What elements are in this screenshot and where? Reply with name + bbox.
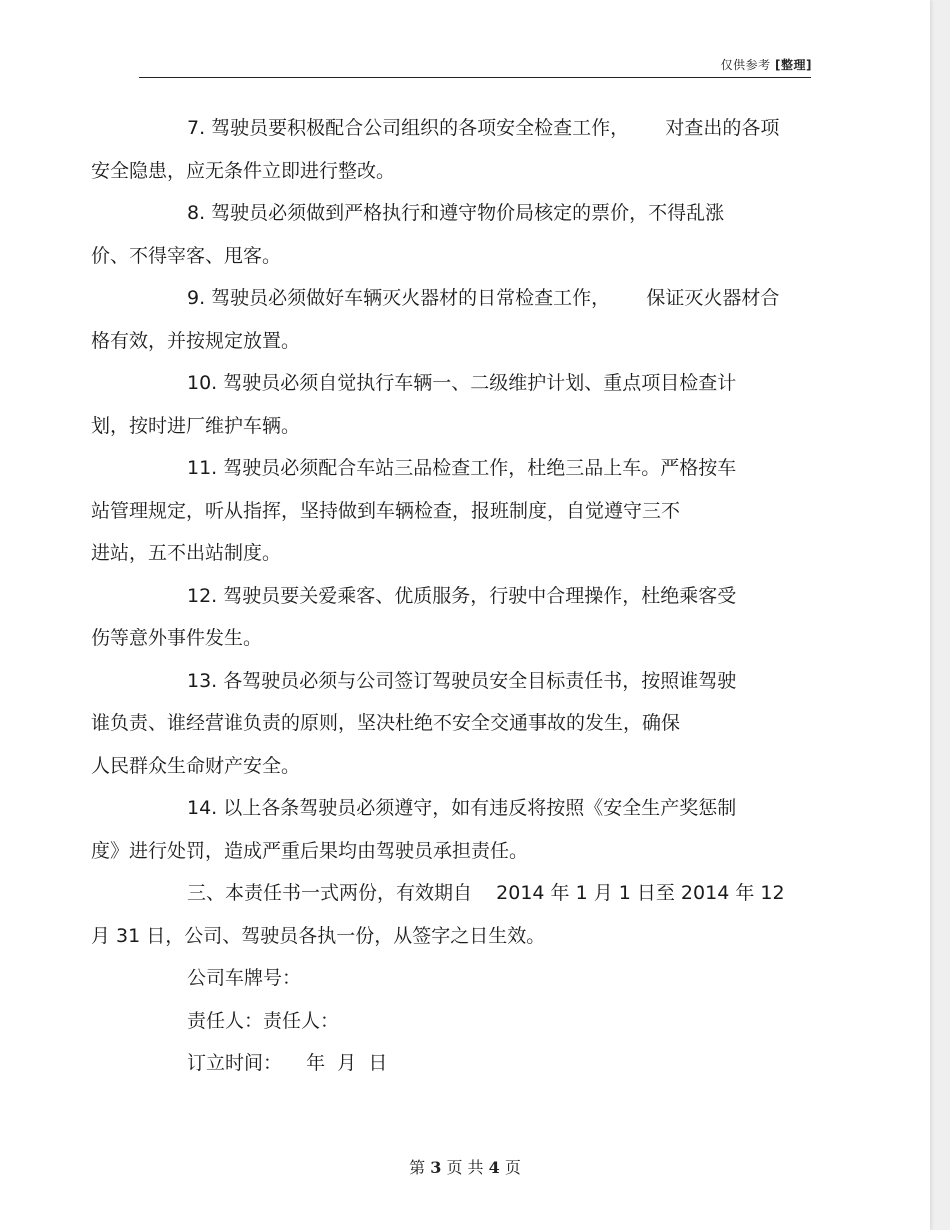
body-paragraph <box>91 192 811 277</box>
paragraph-line: 公司车牌号： <box>187 967 302 989</box>
body-paragraph <box>91 447 811 575</box>
paragraph-line: 三、本责任书一式两份，有效期自 2014 年 1 月 1 日至 2014 年 12 <box>187 882 785 904</box>
paragraph-line: 月 31 日，公司、驾驶员各执一份，从签字之日生效。 <box>91 924 546 947</box>
paragraph-line: 度》进行处罚，造成严重后果均由驾驶员承担责任。 <box>91 839 529 862</box>
footer-mid: 页 共 <box>446 1158 484 1177</box>
paragraph-line: 划，按时进厂维护车辆。 <box>91 414 301 437</box>
paragraph-line: 安全隐患，应无条件立即进行整改。 <box>91 159 396 182</box>
paragraph-line: 9. 驾驶员必须做好车辆灭火器材的日常检查工作， 保证灭火器材合 <box>187 287 780 309</box>
paragraph-line: 进站，五不出站制度。 <box>91 542 282 564</box>
header-note-tag: [整理] <box>775 58 812 72</box>
body-paragraph <box>139 1000 811 1043</box>
body-paragraph <box>91 575 811 660</box>
paragraph-line: 12. 驾驶员要关爱乘客、优质服务，行驶中合理操作，杜绝乘客受 <box>187 584 737 607</box>
page-footer <box>0 1155 930 1178</box>
document-body <box>91 107 811 1085</box>
paragraph-line: 14. 以上各条驾驶员必须遵守，如有违反将按照《安全生产奖惩制 <box>187 797 737 819</box>
paragraph-line: 伤等意外事件发生。 <box>91 627 263 649</box>
paragraph-line: 13. 各驾驶员必须与公司签订驾驶员安全目标责任书，按照谁驾驶 <box>187 669 737 692</box>
footer-current-page: 3 <box>430 1158 442 1177</box>
body-paragraph <box>91 872 811 957</box>
paragraph-line: 8. 驾驶员必须做到严格执行和遵守物价局核定的票价，不得乱涨 <box>187 202 725 224</box>
body-paragraph <box>91 362 811 447</box>
paragraph-line: 责任人：责任人： <box>187 1009 340 1032</box>
header-note-text: 仅供参考 <box>720 58 771 72</box>
body-paragraph <box>91 660 811 788</box>
body-paragraph <box>91 107 811 192</box>
paragraph-line: 价、不得宰客、甩客。 <box>91 244 282 267</box>
paragraph-line: 格有效，并按规定放置。 <box>91 329 301 352</box>
paragraph-line: 人民群众生命财产安全。 <box>91 754 301 777</box>
paragraph-line: 10. 驾驶员必须自觉执行车辆一、二级维护计划、重点项目检查计 <box>187 372 737 394</box>
footer-prefix: 第 <box>409 1158 426 1177</box>
page-header-note <box>721 56 812 73</box>
footer-suffix: 页 <box>504 1158 521 1177</box>
paragraph-line: 7. 驾驶员要积极配合公司组织的各项安全检查工作， 对查出的各项 <box>187 117 780 139</box>
paragraph-line: 订立时间： 年 月 日 <box>187 1052 388 1074</box>
paragraph-line: 11. 驾驶员必须配合车站三品检查工作，杜绝三品上车。严格按车 <box>187 457 737 479</box>
header-divider <box>139 77 811 78</box>
body-paragraph <box>91 277 811 362</box>
body-paragraph <box>91 787 811 872</box>
paragraph-line: 谁负责、谁经营谁负责的原则，坚决杜绝不安全交通事故的发生，确保 <box>91 712 681 734</box>
body-paragraph <box>139 957 811 1000</box>
body-paragraph <box>139 1042 811 1085</box>
footer-total-pages: 4 <box>488 1158 500 1177</box>
paragraph-line: 站管理规定，听从指挥，坚持做到车辆检查，报班制度，自觉遵守三不 <box>91 499 681 522</box>
